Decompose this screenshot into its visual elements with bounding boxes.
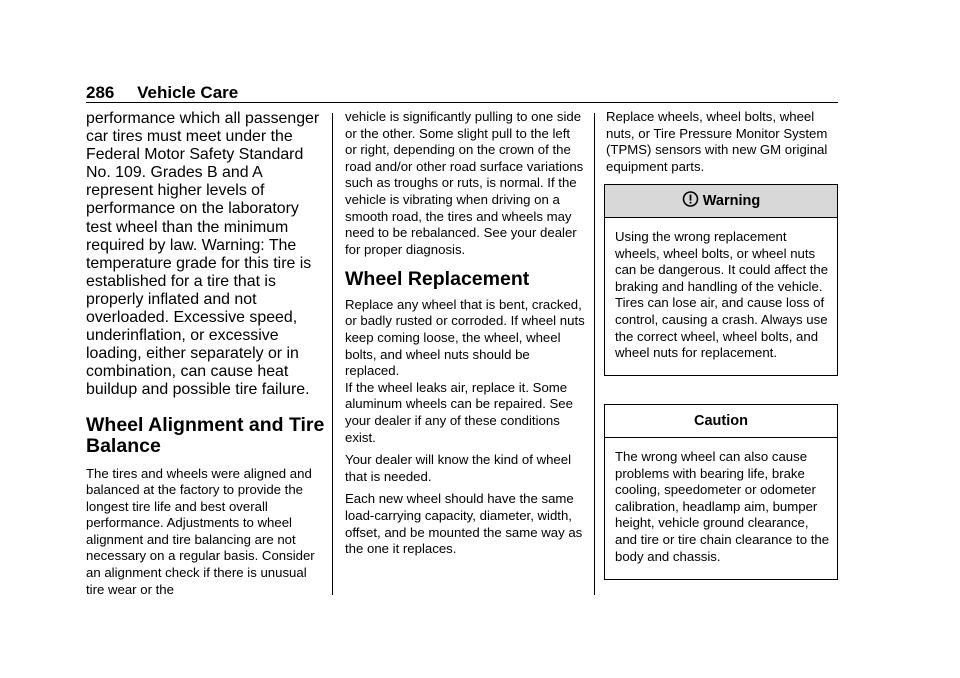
wheel-replacement-heading: Wheel Replacement bbox=[345, 268, 530, 291]
left-column bbox=[86, 110, 326, 598]
page-number: 286 bbox=[86, 83, 115, 102]
warning-box bbox=[604, 184, 838, 376]
caution-text: The wrong wheel can also cause problems with bearing life, brake cooling, speedometer or odometer calibration, headlamp aim, bumper height, vehicle ground clearance, and tire or tire chain clearance to the body and chassis. bbox=[615, 449, 830, 564]
replacement-paragraph-4: Each new wheel should have the same load-carrying capacity, diameter, width, offset, and be mounted the same way as the one it replaces. bbox=[345, 491, 583, 557]
tpms-paragraph: Replace wheels, wheel bolts, wheel nuts, or Tire Pressure Monitor System (TPMS) sensors with new GM original equipment parts. bbox=[606, 109, 828, 174]
warning-title: Warning bbox=[702, 193, 761, 209]
wheel-alignment-paragraph: The tires and wheels were aligned and balanced at the factory to provide the longest tire life and best overall performance. Adjustments to wheel alignment and tire balancing are not necessary on a regular basis. Consider an alignment check if there is unusual tire wear or the bbox=[86, 465, 315, 597]
warning-text: Using the wrong replacement wheels, wheel bolts, or wheel nuts can be dangerous. It could affect the braking and handling of the vehicle. Tires can lose air, and cause loss of control, causing a crash. Always use the correct wheel, wheel bolts, and wheel nuts for replacement. bbox=[615, 229, 829, 361]
column-divider-left bbox=[332, 113, 333, 595]
replacement-paragraph-2: If the wheel leaks air, replace it. Some aluminum wheels can be repaired. See your dealer if any of these conditions exist. bbox=[345, 379, 573, 445]
caution-header bbox=[605, 405, 837, 438]
right-column bbox=[606, 109, 841, 175]
column-divider-right bbox=[594, 113, 595, 595]
wheel-alignment-heading: Wheel Alignment and Tire Balance bbox=[86, 413, 325, 457]
replacement-paragraph-3: Your dealer will know the kind of wheel that is needed. bbox=[345, 452, 572, 484]
continued-paragraph: performance which all passenger car tires must meet under the Federal Motor Safety Standard No. 109. Grades B and A represent higher levels of performance on the laboratory test wheel than the minimum required by law. Warning: The temperature grade for this tire is established for a tire that is properly inflated and not overloaded. Excessive speed, underinflation, or excessive loading, either separately or in combination, can cause heat buildup and possible tire failure. bbox=[86, 110, 320, 399]
warning-header bbox=[605, 185, 837, 218]
caution-title: Caution bbox=[694, 413, 748, 429]
header-rule bbox=[86, 102, 838, 103]
replacement-paragraph-1: Replace any wheel that is bent, cracked, or badly rusted or corroded. If wheel nuts keep coming loose, the wheel, wheel bolts, and wheel nuts should be replaced. bbox=[345, 296, 585, 379]
pulling-paragraph: vehicle is significantly pulling to one side or the other. Some slight pull to the left or right, depending on the crown of the road and/or other road surface variations such as troughs or ruts, is normal. If the vehicle is vibrating when driving on a smooth road, the tires and wheels may need to be rebalanced. See your dealer for proper diagnosis. bbox=[345, 109, 584, 257]
middle-column bbox=[345, 109, 585, 558]
page-header bbox=[86, 83, 838, 103]
warning-icon bbox=[682, 187, 699, 219]
section-title: Vehicle Care bbox=[137, 83, 239, 102]
caution-box bbox=[604, 404, 838, 580]
